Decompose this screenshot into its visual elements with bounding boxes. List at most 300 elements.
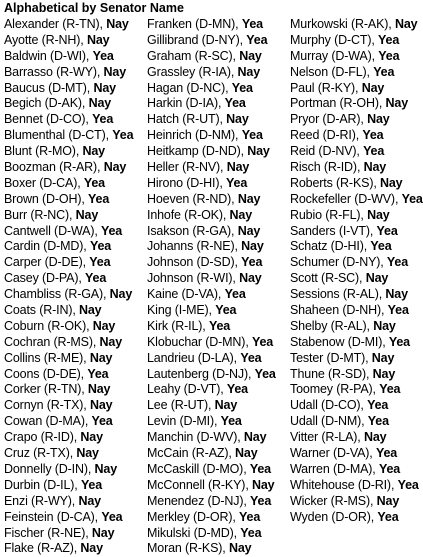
list-heading: Alphabetical by Senator Name <box>4 1 184 15</box>
senator-name: Corker (R-TN), <box>4 382 85 397</box>
senator-name: Inhofe (R-OK), <box>147 207 227 222</box>
senator-name: Feinstein (D-CA), <box>4 509 98 524</box>
vote-value: Yea <box>224 96 246 111</box>
senator-name: McConnell (R-KY), <box>147 477 249 492</box>
vote-value: Yea <box>241 255 263 270</box>
senator-name: Kirk (R-IL), <box>147 318 206 333</box>
senator-vote-row <box>290 255 419 271</box>
senator-name: Gillibrand (D-NY), <box>147 32 243 47</box>
vote-value: Yea <box>92 112 114 127</box>
senator-name: Chambliss (R-GA), <box>4 287 107 302</box>
senator-vote-row <box>290 351 419 367</box>
senator-name: Coats (R-IN), <box>4 303 76 318</box>
senator-vote-row <box>4 430 147 446</box>
vote-value: Nay <box>226 112 249 127</box>
senator-name: Paul (R-KY), <box>290 80 359 95</box>
vote-value: Nay <box>226 160 250 175</box>
senator-name: Burr (R-NC), <box>4 207 73 222</box>
senator-vote-row <box>147 255 290 271</box>
senator-name: Cochran (R-MS), <box>4 334 97 349</box>
senator-vote-row <box>147 239 290 255</box>
senator-vote-row <box>290 271 419 287</box>
senator-name: Hagan (D-NC), <box>147 80 229 95</box>
senator-vote-row <box>4 33 147 49</box>
senator-vote-row <box>147 414 290 430</box>
senator-name: Portman (R-OH), <box>290 96 383 111</box>
senator-vote-row <box>290 462 419 478</box>
vote-value: Yea <box>375 446 398 461</box>
senator-vote-row <box>4 208 147 224</box>
senator-name: Wicker (R-MS), <box>290 493 374 508</box>
senator-name: Casey (D-PA), <box>4 271 82 286</box>
vote-value: Nay <box>80 541 103 556</box>
vote-value: Yea <box>101 223 123 238</box>
vote-value: Nay <box>88 96 112 111</box>
senator-vote-row <box>4 462 147 478</box>
vote-value: Nay <box>91 525 115 540</box>
senator-name: Fischer (R-NE), <box>4 525 89 540</box>
senator-name: Manchin (D-WV), <box>147 430 241 445</box>
senator-vote-row <box>4 17 147 33</box>
senator-name: Ayotte (R-NH), <box>4 32 84 47</box>
vote-value: Nay <box>92 318 116 333</box>
vote-value: Nay <box>214 398 238 413</box>
senator-name: Harkin (D-IA), <box>147 96 222 111</box>
senator-name: Murray (D-WA), <box>290 48 375 63</box>
senator-vote-row <box>147 144 290 160</box>
senator-vote-row <box>147 112 290 128</box>
senator-name: Warner (D-VA), <box>290 446 373 461</box>
senator-vote-row <box>290 398 419 414</box>
senator-name: Shelby (R-AL), <box>290 318 370 333</box>
vote-value: Nay <box>363 160 387 175</box>
senator-name: Reid (D-NV), <box>290 144 360 159</box>
senator-vote-row <box>290 65 419 81</box>
senator-name: Begich (D-AK), <box>4 96 86 111</box>
vote-value: Yea <box>246 32 268 47</box>
senator-vote-row <box>4 96 147 112</box>
vote-value: Yea <box>91 414 113 429</box>
senator-name: Reed (D-RI), <box>290 128 360 143</box>
vote-value: Nay <box>385 287 408 302</box>
senator-vote-row <box>290 160 419 176</box>
senator-vote-row <box>290 208 419 224</box>
senator-vote-row <box>4 335 147 351</box>
senator-name: Stabenow (D-MI), <box>290 334 386 349</box>
vote-value: Yea <box>87 366 109 381</box>
vote-value: Nay <box>361 80 385 95</box>
senator-vote-row <box>290 287 419 303</box>
senator-vote-row <box>147 287 290 303</box>
senator-name: Hoeven (R-ND), <box>147 191 235 206</box>
vote-value: Nay <box>237 64 260 79</box>
vote-value: Yea <box>370 239 392 254</box>
vote-value: Nay <box>82 144 105 159</box>
vote-value: Nay <box>75 207 99 222</box>
senator-vote-row <box>147 192 290 208</box>
vote-value: Yea <box>85 271 107 286</box>
senator-vote-row <box>290 81 419 97</box>
senator-name: Cantwell (D-WA), <box>4 223 98 238</box>
senator-vote-row <box>147 446 290 462</box>
vote-value: Nay <box>373 318 396 333</box>
senator-vote-row <box>290 319 419 335</box>
senator-vote-row <box>147 382 290 398</box>
senator-vote-row <box>147 319 290 335</box>
senator-vote-row <box>4 478 147 494</box>
senator-vote-row <box>147 224 290 240</box>
senator-vote-row <box>290 239 419 255</box>
vote-value: Yea <box>377 509 399 524</box>
senator-vote-row <box>147 335 290 351</box>
senator-name: Enzi (R-WY), <box>4 493 76 508</box>
vote-value: Nay <box>103 160 127 175</box>
senator-name: Sessions (R-AL), <box>290 287 383 302</box>
senator-name: McCaskill (D-MO), <box>147 461 247 476</box>
senator-vote-row <box>290 17 419 33</box>
senator-vote-row <box>4 49 147 65</box>
vote-value: Yea <box>101 509 123 524</box>
vote-value: Nay <box>109 287 133 302</box>
senator-name: Brown (D-OH), <box>4 191 85 206</box>
senator-name: Leahy (D-VT), <box>147 382 224 397</box>
senator-vote-row <box>147 96 290 112</box>
vote-value: Yea <box>373 64 395 79</box>
senator-name: Barrasso (R-WY), <box>4 64 101 79</box>
vote-value: Yea <box>401 191 423 206</box>
vote-value: Yea <box>241 17 263 31</box>
vote-value: Nay <box>79 303 102 318</box>
senator-vote-row <box>147 160 290 176</box>
vote-value: Nay <box>89 350 113 365</box>
senator-name: Boxer (D-CA), <box>4 175 81 190</box>
senator-vote-row <box>290 33 419 49</box>
senator-vote-row <box>147 494 290 510</box>
vote-value: Nay <box>94 461 118 476</box>
senator-vote-row <box>147 351 290 367</box>
vote-value: Yea <box>239 509 261 524</box>
senator-name: Collins (R-ME), <box>4 350 87 365</box>
senator-name: Blunt (R-MO), <box>4 144 80 159</box>
vote-value: Yea <box>92 48 114 63</box>
vote-value: Nay <box>367 207 390 222</box>
senator-vote-row <box>4 239 147 255</box>
senator-name: Schumer (D-NY), <box>290 255 384 270</box>
vote-value: Nay <box>379 175 403 190</box>
senator-vote-row <box>4 319 147 335</box>
vote-value: Nay <box>87 382 111 397</box>
senator-name: Boozman (R-AR), <box>4 160 101 175</box>
vote-value: Yea <box>215 303 237 318</box>
senator-vote-row <box>290 96 419 112</box>
vote-value: Nay <box>86 32 110 47</box>
senator-name: McCain (R-AZ), <box>147 446 232 461</box>
senator-vote-row <box>147 128 290 144</box>
senator-vote-row <box>147 208 290 224</box>
senator-name: Rubio (R-FL), <box>290 207 364 222</box>
vote-value: Nay <box>239 48 262 63</box>
senator-name: Murphy (D-CT), <box>290 32 375 47</box>
senator-name: Pryor (D-AR), <box>290 112 364 127</box>
senator-name: Baucus (D-MT), <box>4 80 91 95</box>
senator-name: Sanders (I-VT), <box>290 223 374 238</box>
vote-value: Nay <box>241 239 264 254</box>
senator-name: Vitter (R-LA), <box>290 430 361 445</box>
senator-vote-row <box>290 335 419 351</box>
vote-value: Yea <box>250 493 272 508</box>
senator-vote-row <box>147 17 290 33</box>
senator-vote-row <box>4 160 147 176</box>
senator-vote-row <box>290 414 419 430</box>
senator-vote-row <box>4 224 147 240</box>
vote-value: Nay <box>76 446 99 461</box>
vote-value: Yea <box>226 175 248 190</box>
senator-name: Landrieu (D-LA), <box>147 350 238 365</box>
vote-value: Yea <box>241 128 263 143</box>
senator-vote-row <box>147 510 290 526</box>
senator-name: Durbin (D-IL), <box>4 477 78 492</box>
senator-name: Kaine (D-VA), <box>147 287 222 302</box>
senator-vote-row <box>147 176 290 192</box>
vote-value: Yea <box>376 223 398 238</box>
vote-value: Yea <box>112 128 134 143</box>
senator-vote-row <box>4 351 147 367</box>
vote-value: Yea <box>89 239 112 254</box>
senator-name: Tester (D-MT), <box>290 350 369 365</box>
senator-name: Nelson (D-FL), <box>290 64 370 79</box>
senator-name: Wyden (D-OR), <box>290 509 375 524</box>
senator-vote-row <box>290 112 419 128</box>
vote-value: Yea <box>367 414 389 429</box>
senator-vote-row <box>4 65 147 81</box>
senator-vote-row <box>4 255 147 271</box>
senator-name: Isakson (R-GA), <box>147 223 235 238</box>
vote-value: Yea <box>362 128 384 143</box>
senator-vote-row <box>147 303 290 319</box>
vote-value: Yea <box>367 398 389 413</box>
vote-value: Nay <box>363 430 387 445</box>
vote-value: Nay <box>247 144 270 159</box>
vote-value: Yea <box>378 48 400 63</box>
vote-value: Nay <box>385 96 409 111</box>
senator-name: Murkowski (R-AK), <box>290 17 392 31</box>
senator-name: Udall (D-CO), <box>290 398 364 413</box>
vote-value: Yea <box>226 382 248 397</box>
vote-value: Nay <box>228 541 252 556</box>
senator-name: Grassley (R-IA), <box>147 64 235 79</box>
senator-vote-row <box>290 382 419 398</box>
senator-name: Thune (R-SD), <box>290 366 370 381</box>
senator-vote-row <box>4 176 147 192</box>
vote-value: Yea <box>220 414 242 429</box>
vote-value: Yea <box>249 461 271 476</box>
senator-vote-row <box>147 65 290 81</box>
senator-vote-row <box>147 33 290 49</box>
vote-value: Nay <box>106 17 129 31</box>
senator-vote-row <box>147 541 290 557</box>
senator-name: Risch (R-ID), <box>290 160 361 175</box>
vote-value: Nay <box>78 493 101 508</box>
senator-name: Roberts (R-KS), <box>290 175 377 190</box>
senator-name: Cowan (D-MA), <box>4 414 89 429</box>
senator-column-1 <box>4 17 147 557</box>
vote-value: Yea <box>254 366 276 381</box>
vote-value: Yea <box>240 350 262 365</box>
senator-vote-row <box>147 398 290 414</box>
vote-value: Nay <box>365 271 389 286</box>
vote-value: Yea <box>388 334 410 349</box>
senator-vote-row <box>147 367 290 383</box>
vote-value: Yea <box>378 461 401 476</box>
senator-vote-row <box>290 494 419 510</box>
senator-name: Coons (D-DE), <box>4 366 85 381</box>
vote-value: Nay <box>371 350 395 365</box>
senator-vote-row <box>4 112 147 128</box>
senator-vote-row <box>147 81 290 97</box>
senator-name: Schatz (D-HI), <box>290 239 368 254</box>
senator-name: Levin (D-MI), <box>147 414 218 429</box>
vote-value: Yea <box>208 318 231 333</box>
senator-name: Cruz (R-TX), <box>4 446 74 461</box>
senator-vote-row <box>290 303 419 319</box>
senator-column-2 <box>147 17 290 557</box>
senator-vote-row <box>4 144 147 160</box>
vote-value: Yea <box>231 80 253 95</box>
senator-name: Carper (D-DE), <box>4 255 86 270</box>
senator-name: Menendez (D-NJ), <box>147 493 247 508</box>
senator-name: Johanns (R-NE), <box>147 239 238 254</box>
vote-value: Nay <box>93 80 116 95</box>
senator-vote-row <box>4 367 147 383</box>
senator-name: King (I-ME), <box>147 303 212 318</box>
senator-name: Hatch (R-UT), <box>147 112 223 127</box>
senator-vote-row <box>4 192 147 208</box>
vote-value: Nay <box>89 398 113 413</box>
vote-value: Yea <box>379 382 401 397</box>
senator-name: Hirono (D-HI), <box>147 175 223 190</box>
senator-name: Bennet (D-CO), <box>4 112 89 127</box>
vote-value: Nay <box>376 493 400 508</box>
vote-value: Yea <box>251 334 274 349</box>
senator-name: Mikulski (D-MD), <box>147 525 237 540</box>
senator-vote-row <box>290 367 419 383</box>
senator-name: Cornyn (R-TX), <box>4 398 87 413</box>
vote-value: Yea <box>387 303 409 318</box>
vote-value: Nay <box>229 207 252 222</box>
senator-vote-row <box>290 224 419 240</box>
vote-value: Yea <box>386 255 409 270</box>
senator-name: Heitkamp (D-ND), <box>147 144 244 159</box>
senator-name: Klobuchar (D-MN), <box>147 334 249 349</box>
vote-value: Yea <box>80 477 103 492</box>
senator-name: Alexander (R-TN), <box>4 17 103 31</box>
senator-name: Scott (R-SC), <box>290 271 363 286</box>
senator-vote-row <box>290 49 419 65</box>
senator-vote-row <box>290 176 419 192</box>
vote-value: Nay <box>251 477 275 492</box>
senator-vote-row <box>290 430 419 446</box>
vote-value: Nay <box>243 430 267 445</box>
senator-vote-row <box>4 382 147 398</box>
senator-name: Heinrich (D-NM), <box>147 128 239 143</box>
senator-name: Graham (R-SC), <box>147 48 236 63</box>
vote-value: Nay <box>394 17 418 31</box>
vote-value: Yea <box>224 287 246 302</box>
senator-vote-row <box>4 287 147 303</box>
senator-vote-row <box>290 144 419 160</box>
senator-vote-row <box>4 510 147 526</box>
senator-vote-row <box>290 191 423 208</box>
senator-name: Lautenberg (D-NJ), <box>147 366 252 381</box>
senator-vote-row <box>4 526 147 542</box>
senator-vote-row <box>147 478 290 494</box>
senator-vote-row <box>147 526 290 542</box>
senator-name: Cardin (D-MD), <box>4 239 87 254</box>
senator-name: Johnson (D-SD), <box>147 255 238 270</box>
senator-vote-row <box>290 510 419 526</box>
senator-name: Toomey (R-PA), <box>290 382 376 397</box>
vote-value: Nay <box>372 366 396 381</box>
senator-name: Lee (R-UT), <box>147 398 212 413</box>
senator-vote-row <box>290 446 419 462</box>
senator-vote-row <box>290 478 419 494</box>
senator-name: Johnson (R-WI), <box>147 271 236 286</box>
senator-vote-row <box>4 494 147 510</box>
vote-value: Nay <box>99 334 123 349</box>
vote-value: Nay <box>235 446 258 461</box>
senator-name: Rockefeller (D-WV), <box>290 191 399 206</box>
vote-value: Nay <box>80 430 103 445</box>
vote-value: Nay <box>239 271 262 286</box>
vote-value: Nay <box>103 64 127 79</box>
senator-vote-row <box>4 303 147 319</box>
vote-value: Yea <box>89 255 111 270</box>
senator-name: Crapo (R-ID), <box>4 430 78 445</box>
senator-vote-row <box>4 414 147 430</box>
senator-column-3 <box>290 17 423 557</box>
senator-vote-row <box>4 128 147 144</box>
vote-value: Nay <box>237 223 261 238</box>
senator-vote-row <box>4 446 147 462</box>
senator-vote-row <box>147 462 290 478</box>
vote-value: Nay <box>237 191 261 206</box>
vote-value: Yea <box>83 175 105 190</box>
vote-value: Yea <box>397 477 419 492</box>
senator-name: Donnelly (D-IN), <box>4 461 92 476</box>
senator-name: Moran (R-KS), <box>147 541 226 556</box>
senator-vote-row <box>4 271 147 287</box>
senator-vote-row <box>4 81 147 97</box>
senator-name: Franken (D-MN), <box>147 17 239 31</box>
vote-value: Nay <box>367 112 390 127</box>
senator-vote-row <box>4 541 147 557</box>
senator-name: Whitehouse (D-RI), <box>290 477 395 492</box>
senator-vote-row <box>4 398 147 414</box>
senator-name: Udall (D-NM), <box>290 414 365 429</box>
vote-value: Yea <box>378 32 400 47</box>
senator-name: Flake (R-AZ), <box>4 541 78 556</box>
senator-vote-row <box>290 128 419 144</box>
senator-name: Shaheen (D-NH), <box>290 303 385 318</box>
senator-name: Baldwin (D-WI), <box>4 48 90 63</box>
vote-value: Yea <box>363 144 385 159</box>
vote-value: Yea <box>88 191 110 206</box>
senator-name: Heller (R-NV), <box>147 160 224 175</box>
senator-name: Warren (D-MA), <box>290 461 376 476</box>
senator-name: Blumenthal (D-CT), <box>4 128 109 143</box>
senator-name: Merkley (D-OR), <box>147 509 236 524</box>
senator-vote-row <box>147 49 290 65</box>
